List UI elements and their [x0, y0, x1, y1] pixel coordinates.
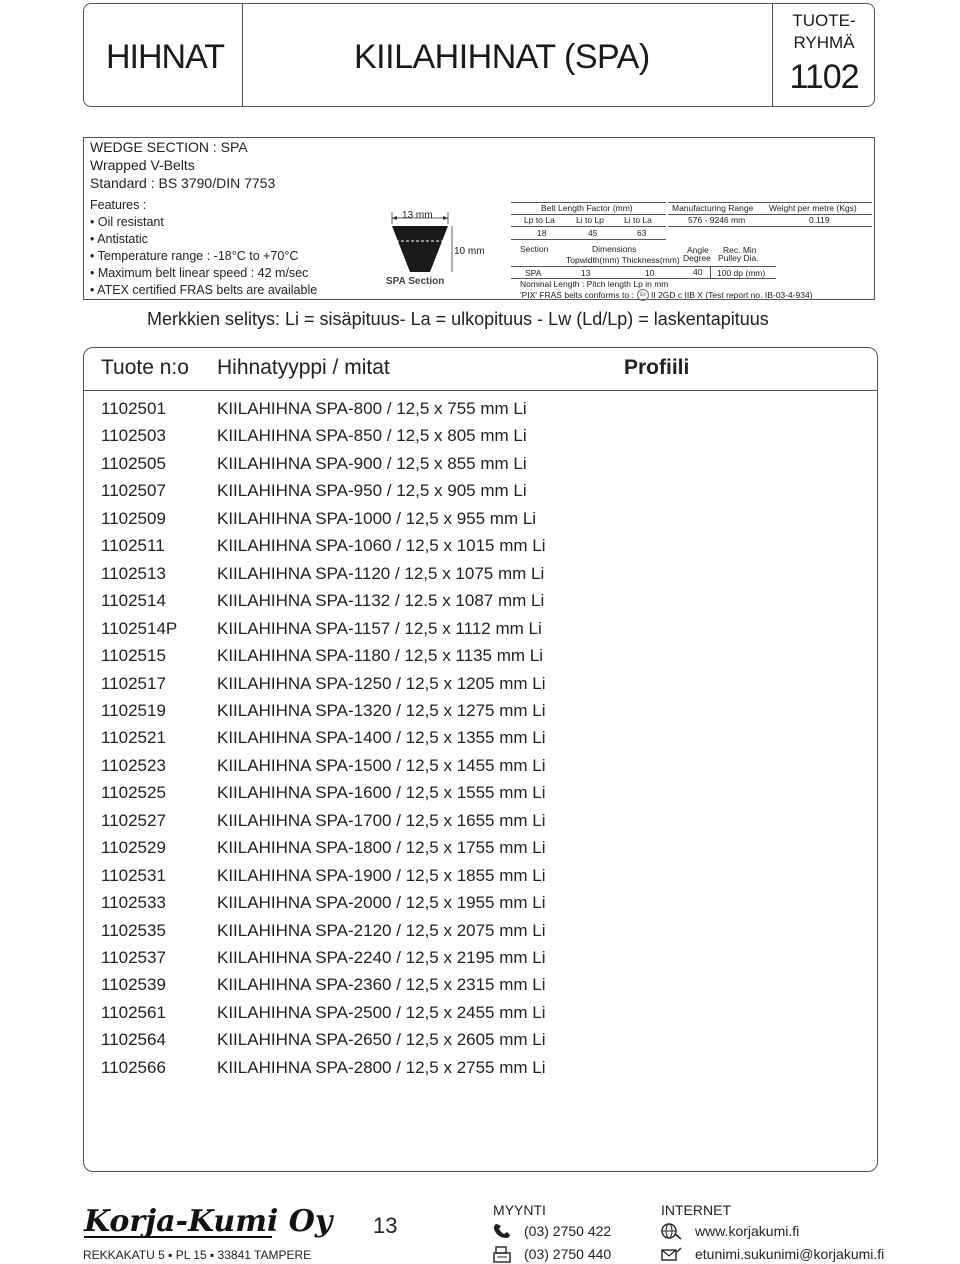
- diagram-topwidth: 13 mm: [402, 210, 433, 221]
- table-row: [84, 701, 877, 728]
- product-code: 1102566: [101, 1057, 166, 1077]
- product-category: HIHNAT: [106, 38, 225, 76]
- blf-title: Belt Length Factor (mm): [541, 203, 633, 213]
- product-description: KIILAHIHNA SPA-1320 / 12,5 x 1275 mm Li: [217, 700, 546, 720]
- ex-icon: Ex: [637, 289, 649, 301]
- website-link[interactable]: www.korjakumi.fi: [695, 1223, 800, 1239]
- product-code: 1102514: [101, 591, 166, 611]
- table-row: [84, 591, 877, 618]
- product-description: KIILAHIHNA SPA-2500 / 12,5 x 2455 mm Li: [217, 1002, 546, 1022]
- product-description: KIILAHIHNA SPA-1060 / 12,5 x 1015 mm Li: [217, 536, 546, 556]
- product-group-label: [772, 10, 876, 54]
- table-row: [84, 509, 877, 536]
- spec-heading-2: Wrapped V-Belts: [90, 157, 195, 173]
- product-description: KIILAHIHNA SPA-1900 / 12,5 x 1855 mm Li: [217, 865, 546, 885]
- product-description: KIILAHIHNA SPA-900 / 12,5 x 855 mm Li: [217, 453, 527, 473]
- product-code: 1102519: [101, 700, 166, 720]
- product-description: KIILAHIHNA SPA-800 / 12,5 x 755 mm Li: [217, 399, 527, 418]
- table-row: [84, 536, 877, 563]
- diagram-thickness: 10 mm: [454, 246, 485, 257]
- product-description: KIILAHIHNA SPA-1157 / 12,5 x 1112 mm Li: [217, 618, 542, 638]
- product-code: 1102513: [101, 563, 166, 583]
- dims-title: Dimensions: [592, 244, 637, 254]
- spec-heading-1: WEDGE SECTION : SPA: [90, 139, 248, 155]
- product-code: 1102515: [101, 646, 166, 666]
- table-row: [84, 893, 877, 920]
- header-divider: [84, 390, 877, 391]
- product-description: KIILAHIHNA SPA-1120 / 12,5 x 1075 mm Li: [217, 563, 545, 583]
- spec-heading-3: Standard : BS 3790/DIN 7753: [90, 175, 276, 191]
- table-row: [84, 1030, 877, 1057]
- table-row: [84, 756, 877, 783]
- weight-title: Weight per metre (Kgs): [769, 203, 857, 213]
- mfg-range-title: Manufacturing Range: [672, 203, 754, 213]
- table-row: [84, 481, 877, 508]
- product-code: 1102509: [101, 508, 166, 528]
- company-logo: [82, 1201, 333, 1241]
- dims-row-section: SPA: [525, 268, 542, 278]
- dims-row-thickness: 10: [645, 268, 655, 278]
- product-description: KIILAHIHNA SPA-2650 / 12,5 x 2605 mm Li: [217, 1030, 546, 1050]
- dims-subheader: Topwidth(mm) Thickness(mm): [566, 255, 680, 265]
- product-description: KIILAHIHNA SPA-1800 / 12,5 x 1755 mm Li: [217, 838, 546, 858]
- product-code: 1102535: [101, 920, 166, 940]
- table-row: [84, 646, 877, 673]
- table-row: [84, 783, 877, 810]
- table-row: [84, 838, 877, 865]
- product-description: KIILAHIHNA SPA-950 / 12,5 x 905 mm Li: [217, 481, 527, 501]
- product-group-number: 1102: [789, 58, 859, 96]
- group-label-line-1: TUOTE-: [792, 11, 856, 30]
- page-header: [83, 3, 875, 107]
- angle-header-1: Angle: [687, 245, 709, 255]
- phone-number[interactable]: (03) 2750 422: [524, 1223, 612, 1239]
- table-row: [84, 426, 877, 453]
- phone-icon: [492, 1222, 514, 1240]
- product-code: 1102564: [101, 1030, 166, 1050]
- product-description: KIILAHIHNA SPA-2240 / 12,5 x 2195 mm Li: [217, 948, 546, 967]
- table-row: [84, 975, 877, 1002]
- feature-item: • Maximum belt linear speed : 42 m/sec: [90, 266, 309, 280]
- sales-title: MYYNTI: [493, 1202, 546, 1218]
- group-label-line-2: RYHMÄ: [793, 33, 855, 52]
- feature-item: • ATEX certified FRAS belts are available: [90, 283, 318, 297]
- product-code: 1102561: [101, 1002, 166, 1022]
- note-fras-a: 'PIX' FRAS belts conforms to :: [520, 290, 634, 300]
- features-title: Features :: [90, 198, 147, 212]
- column-header-code: Tuote n:o: [101, 356, 189, 379]
- table-row: [84, 948, 877, 975]
- product-code: 1102539: [101, 975, 166, 995]
- dims-section-header: Section: [520, 244, 549, 254]
- angle-header-2: Degree: [683, 253, 711, 263]
- product-description: KIILAHIHNA SPA-1400 / 12,5 x 1355 mm Li: [217, 728, 546, 748]
- mfg-range-value: 576 - 9246 mm: [688, 215, 746, 225]
- table-row: [84, 811, 877, 838]
- page-title: KIILAHIHNAT (SPA): [354, 38, 650, 76]
- company-address: REKKAKATU 5 ▪ PL 15 ▪ 33841 TAMPERE: [83, 1248, 312, 1262]
- blf-header: Lp to La: [524, 215, 555, 225]
- product-code: 1102514P: [101, 618, 178, 638]
- pulley-header-1: Rec. Min: [723, 245, 757, 255]
- feature-item: • Antistatic: [90, 232, 148, 246]
- table-row: [84, 1003, 877, 1030]
- feature-item: • Temperature range : -18°C to +70°C: [90, 249, 299, 263]
- product-description: KIILAHIHNA SPA-2360 / 12,5 x 2315 mm Li: [217, 975, 546, 995]
- product-code: 1102521: [101, 728, 166, 748]
- dims-row-angle: 40: [693, 267, 703, 277]
- product-code: 1102523: [101, 755, 166, 775]
- product-description: KIILAHIHNA SPA-1600 / 12,5 x 1555 mm Li: [217, 783, 546, 803]
- product-code: 1102511: [101, 536, 165, 556]
- dims-row-pulley: 100 dp (mm): [717, 268, 766, 278]
- table-row: [84, 399, 877, 426]
- table-row: [84, 866, 877, 893]
- table-row: [84, 619, 877, 646]
- table-row: [84, 921, 877, 948]
- pulley-header-2: Pulley Dia.: [718, 253, 759, 263]
- table-row: [84, 564, 877, 591]
- feature-item: • Oil resistant: [90, 215, 164, 229]
- product-description: KIILAHIHNA SPA-1180 / 12,5 x 1135 mm Li: [217, 646, 543, 666]
- product-description: KIILAHIHNA SPA-1250 / 12,5 x 1205 mm Li: [217, 673, 546, 693]
- product-description: KIILAHIHNA SPA-1500 / 12,5 x 1455 mm Li: [217, 755, 546, 775]
- product-code: 1102507: [101, 481, 166, 501]
- product-code: 1102531: [101, 865, 166, 885]
- product-code: 1102525: [101, 783, 166, 803]
- product-description: KIILAHIHNA SPA-1000 / 12,5 x 955 mm Li: [217, 508, 537, 528]
- header-divider: [242, 4, 243, 106]
- table-row: [84, 1058, 877, 1085]
- svg-text:Korja-Kumi Oy: Korja-Kumi Oy: [84, 1204, 333, 1239]
- note-fras-b: II 2GD c IIB X (Test report no. IB-03-4-934): [651, 290, 813, 300]
- product-code: 1102503: [101, 426, 166, 446]
- email-link[interactable]: etunimi.sukunimi@korjakumi.fi: [695, 1246, 885, 1262]
- blf-value: 63: [637, 228, 647, 238]
- product-code: 1102501: [101, 399, 166, 418]
- product-description: KIILAHIHNA SPA-2000 / 12,5 x 1955 mm Li: [217, 893, 546, 913]
- product-code: 1102517: [101, 673, 166, 693]
- product-code: 1102537: [101, 948, 166, 967]
- diagram-caption: SPA Section: [386, 276, 445, 287]
- table-row: [84, 454, 877, 481]
- legend-text: Merkkien selitys: Li = sisäpituus- La = ulkopituus - Lw (Ld/Lp) = laskentapituus: [147, 309, 769, 329]
- internet-title: INTERNET: [661, 1202, 731, 1218]
- blf-header: Li to La: [624, 215, 652, 225]
- product-code: 1102527: [101, 810, 166, 830]
- blf-value: 45: [588, 228, 598, 238]
- table-row: [84, 674, 877, 701]
- table-row: [84, 728, 877, 755]
- note-nominal-length: Nominal Length : Pitch length Lp in mm: [520, 279, 669, 289]
- product-description: KIILAHIHNA SPA-1132 / 12.5 x 1087 mm Li: [217, 591, 545, 611]
- product-description: KIILAHIHNA SPA-850 / 12,5 x 805 mm Li: [217, 426, 527, 446]
- page-number: 13: [373, 1213, 398, 1238]
- weight-value: 0.119: [809, 215, 830, 225]
- product-description: KIILAHIHNA SPA-2120 / 12,5 x 2075 mm Li: [217, 920, 546, 940]
- product-code: 1102533: [101, 893, 166, 913]
- blf-value: 18: [537, 228, 547, 238]
- globe-icon: [660, 1222, 682, 1240]
- product-description: KIILAHIHNA SPA-2800 / 12,5 x 2755 mm Li: [217, 1057, 546, 1077]
- product-code: 1102529: [101, 838, 166, 858]
- spec-box: [83, 137, 875, 300]
- fax-icon: [492, 1246, 514, 1264]
- product-description: KIILAHIHNA SPA-1700 / 12,5 x 1655 mm Li: [217, 810, 546, 830]
- dims-row-topwidth: 13: [581, 268, 591, 278]
- column-header-profile: Profiili: [624, 356, 690, 379]
- product-code: 1102505: [101, 453, 166, 473]
- email-icon: [660, 1246, 682, 1264]
- fax-number[interactable]: (03) 2750 440: [524, 1246, 612, 1262]
- product-table: [83, 347, 878, 1172]
- column-header-description: Hihnatyyppi / mitat: [217, 356, 390, 379]
- blf-header: Li to Lp: [576, 215, 604, 225]
